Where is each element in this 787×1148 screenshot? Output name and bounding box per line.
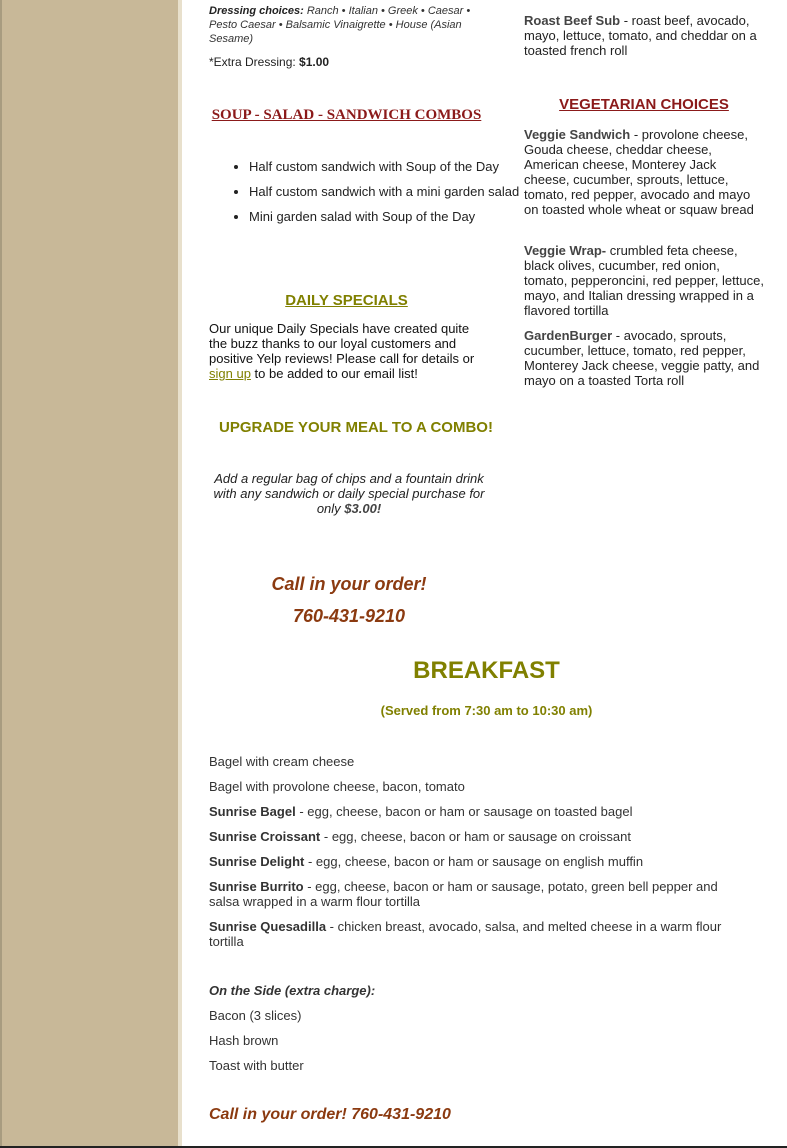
breakfast-item-desc: - egg, cheese, bacon or ham or sausage, potato, green bell pepper and salsa wrapped in a warm flour tortilla: [209, 879, 718, 909]
breakfast-item: [209, 754, 749, 769]
veg-item-desc: crumbled feta cheese, black olives, cucumber, red onion, tomato, pepperoncini, red pepper, lettuce, mayo, and Italian dressing wrapped in a flavored tortilla: [524, 243, 764, 318]
breakfast-hours: (Served from 7:30 am to 10:30 am): [380, 703, 593, 718]
side-item: Bacon (3 slices): [209, 1008, 302, 1023]
combo-item: • Half custom sandwich with Soup of the Day: [249, 159, 534, 174]
daily-text-after: to be added to our email list!: [254, 366, 418, 381]
daily-specials-title: DAILY SPECIALS: [285, 292, 408, 309]
veggie-sandwich: [524, 127, 764, 217]
roast-beef-item: [524, 13, 764, 58]
breakfast-item: [209, 879, 749, 909]
dressing-label: Dressing choices:: [209, 5, 304, 17]
breakfast-item-desc: Bagel with cream cheese: [209, 754, 355, 769]
roast-beef-desc: - roast beef, avocado, mayo, lettuce, tomato, and cheddar on a toasted french roll: [524, 13, 757, 58]
extra-dressing: [209, 55, 484, 69]
side-item: Toast with butter: [209, 1058, 304, 1073]
sign-up-link[interactable]: sign up: [209, 366, 251, 381]
veg-item-name: Veggie Wrap-: [524, 243, 607, 258]
veg-item-name: GardenBurger: [524, 328, 613, 343]
combos-list: [209, 159, 534, 234]
daily-specials-text: [209, 321, 484, 381]
upgrade-title: UPGRADE YOUR MEAL TO A COMBO!: [219, 419, 493, 436]
upgrade-desc: Add a regular bag of chips and a fountain drink with any sandwich or daily special purchase for only: [213, 471, 485, 516]
side-item: Hash brown: [209, 1033, 279, 1048]
vegetarian-title: VEGETARIAN CHOICES: [559, 96, 729, 113]
breakfast-item: [209, 829, 749, 844]
combo-item: • Half custom sandwich with a mini garden salad: [249, 184, 534, 199]
breakfast-item: [209, 919, 749, 949]
dressing-choices: [209, 4, 484, 46]
breakfast-item-name: Sunrise Bagel: [209, 804, 296, 819]
combo-item: • Mini garden salad with Soup of the Day: [249, 209, 534, 224]
on-the-side-title: On the Side (extra charge):: [209, 983, 376, 998]
breakfast-item-name: Sunrise Quesadilla: [209, 919, 327, 934]
breakfast-item-name: Sunrise Croissant: [209, 829, 321, 844]
upgrade-price: $3.00!: [344, 501, 382, 516]
call-line-1: Call in your order!: [271, 574, 427, 594]
dressing-list: Ranch • Italian • Greek • Caesar • Pesto Caesar • Balsamic Vinaigrette • House (Asian Sesame): [209, 5, 471, 45]
extra-dressing-label: *Extra Dressing:: [209, 55, 296, 69]
breakfast-title: BREAKFAST: [413, 657, 560, 684]
veg-item-desc: - avocado, sprouts, cucumber, lettuce, tomato, red pepper, Monterey Jack cheese, veggie patty, and mayo on a toasted Torta roll: [524, 328, 760, 388]
breakfast-item-desc: - egg, cheese, bacon or ham or sausage on english muffin: [304, 854, 644, 869]
breakfast-item-desc: Bagel with provolone cheese, bacon, tomato: [209, 779, 465, 794]
breakfast-item-desc: - chicken breast, avocado, salsa, and melted cheese in a warm flour tortilla: [209, 919, 722, 949]
breakfast-item-name: Sunrise Burrito: [209, 879, 304, 894]
breakfast-item-name: Sunrise Delight: [209, 854, 305, 869]
veg-item-name: Veggie Sandwich: [524, 127, 631, 142]
gardenburger: [524, 328, 764, 388]
upgrade-text: [209, 471, 489, 516]
breakfast-item: [209, 779, 749, 794]
veggie-wrap: [524, 243, 764, 318]
combos-title: SOUP - SALAD - SANDWICH COMBOS: [211, 107, 482, 123]
veg-item-desc: - provolone cheese, Gouda cheese, cheddar cheese, American cheese, Monterey Jack cheese, cucumber, sprouts, lettuce, tomato, red pepper, avocado and mayo on toasted whole wheat or squaw bread: [524, 127, 754, 217]
breakfast-item-desc: - egg, cheese, bacon or ham or sausage on toasted bagel: [295, 804, 633, 819]
call-phone[interactable]: 760-431-9210: [292, 606, 406, 626]
extra-dressing-price: $1.00: [299, 55, 330, 69]
sidebar-divider: [178, 0, 182, 1148]
breakfast-item: [209, 854, 749, 869]
breakfast-item-desc: - egg, cheese, bacon or ham or sausage on croissant: [320, 829, 632, 844]
roast-beef-name: Roast Beef Sub: [524, 13, 621, 28]
daily-text: Our unique Daily Specials have created quite the buzz thanks to our loyal customers and positive Yelp reviews! Please call for details or: [209, 321, 475, 366]
breakfast-call[interactable]: Call in your order! 760-431-9210: [209, 1106, 451, 1123]
left-sidebar: [0, 0, 180, 1148]
breakfast-item: [209, 804, 749, 819]
